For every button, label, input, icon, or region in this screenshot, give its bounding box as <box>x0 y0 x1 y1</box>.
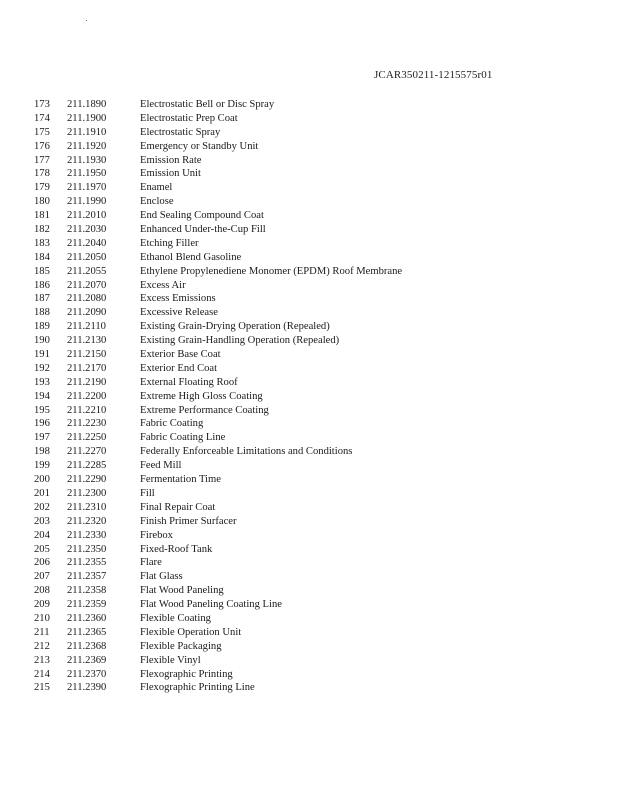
entry-term: Fabric Coating Line <box>140 432 226 444</box>
entry-section: 211.1920 <box>67 140 107 152</box>
entry-term: Etching Filler <box>140 237 199 249</box>
entry-section: 211.2270 <box>67 446 107 458</box>
entry-section: 211.2080 <box>67 293 107 305</box>
entry-number: 207 <box>34 571 50 583</box>
entry-term: Flexographic Printing <box>140 668 233 680</box>
entry-section: 211.2369 <box>67 654 107 666</box>
entry-section: 211.2357 <box>67 571 107 583</box>
entry-number: 180 <box>34 196 50 208</box>
entry-number: 179 <box>34 182 50 194</box>
entry-number: 183 <box>34 237 50 249</box>
entry-section: 211.1930 <box>67 154 107 166</box>
entry-number: 195 <box>34 404 50 416</box>
entry-section: 211.1890 <box>67 99 107 110</box>
entry-number: 199 <box>34 460 50 472</box>
entry-section: 211.2360 <box>67 612 107 624</box>
entry-term: Final Repair Coat <box>140 501 216 513</box>
entry-term: Fixed-Roof Tank <box>140 543 213 555</box>
entry-section: 211.2285 <box>67 460 107 472</box>
entry-section: 211.2130 <box>67 335 107 347</box>
entry-term: Emission Unit <box>140 168 201 180</box>
entry-term: Flat Wood Paneling <box>140 585 224 597</box>
entry-term: Exterior Base Coat <box>140 349 221 361</box>
entry-term: Electrostatic Bell or Disc Spray <box>140 99 275 110</box>
entry-number: 213 <box>34 654 50 666</box>
entry-number: 209 <box>34 599 50 611</box>
entry-number: 215 <box>34 682 50 694</box>
entry-number: 192 <box>34 362 50 374</box>
entry-number: 184 <box>34 251 50 263</box>
entry-number: 181 <box>34 210 50 222</box>
entry-term: Existing Grain-Handling Operation (Repealed) <box>140 335 340 347</box>
entry-term: Existing Grain-Drying Operation (Repealed) <box>140 321 330 333</box>
entry-term: Electrostatic Prep Coat <box>140 112 238 124</box>
entry-term: Fabric Coating <box>140 418 204 430</box>
entry-term: Flexible Vinyl <box>140 654 201 666</box>
entry-number: 189 <box>34 321 50 333</box>
entry-section: 211.2190 <box>67 376 107 388</box>
entry-section: 211.1900 <box>67 112 107 124</box>
entry-section: 211.1990 <box>67 196 107 208</box>
entry-number: 198 <box>34 446 50 458</box>
entry-term: Flare <box>140 557 162 569</box>
entry-term: Excessive Release <box>140 307 218 319</box>
entry-section: 211.2050 <box>67 251 107 263</box>
entry-section: 211.2090 <box>67 307 107 319</box>
entry-section: 211.2390 <box>67 682 107 694</box>
entry-number: 197 <box>34 432 50 444</box>
entry-number: 208 <box>34 585 50 597</box>
entry-term: Flat Glass <box>140 571 183 583</box>
entry-section: 211.2355 <box>67 557 107 569</box>
entry-section: 211.2110 <box>67 321 106 333</box>
entry-number: 210 <box>34 612 50 624</box>
entry-number: 173 <box>34 99 50 110</box>
entry-term: Enhanced Under-the-Cup Fill <box>140 224 266 236</box>
entry-term: Fermentation Time <box>140 474 221 486</box>
entry-section: 211.2030 <box>67 224 107 236</box>
entry-number: 205 <box>34 543 50 555</box>
entry-number: 174 <box>34 112 50 124</box>
entry-term: Excess Emissions <box>140 293 216 305</box>
entry-section: 211.2300 <box>67 487 107 499</box>
entry-term: Firebox <box>140 529 173 541</box>
entry-number: 211 <box>34 626 50 638</box>
entry-term: Feed Mill <box>140 460 182 472</box>
entry-number: 206 <box>34 557 50 569</box>
entry-number: 176 <box>34 140 50 152</box>
entry-number: 204 <box>34 529 50 541</box>
entry-section: 211.2210 <box>67 404 107 416</box>
entry-section: 211.2365 <box>67 626 107 638</box>
entry-section: 211.2170 <box>67 362 107 374</box>
entry-term: Fill <box>140 487 155 499</box>
entry-number: 187 <box>34 293 50 305</box>
entry-section: 211.2359 <box>67 599 107 611</box>
stray-mark <box>86 20 87 21</box>
entry-number: 196 <box>34 418 50 430</box>
entry-term: Flexible Operation Unit <box>140 626 242 638</box>
entry-section: 211.2040 <box>67 237 107 249</box>
entry-term: Finish Primer Surfacer <box>140 515 237 527</box>
entry-section: 211.2055 <box>67 265 107 277</box>
entry-number: 194 <box>34 390 50 402</box>
entry-section: 211.1910 <box>67 126 107 138</box>
entry-term: Electrostatic Spray <box>140 126 221 138</box>
entry-section: 211.2350 <box>67 543 107 555</box>
entry-term: Enclose <box>140 196 174 208</box>
entry-term: Flexographic Printing Line <box>140 682 255 694</box>
entry-term: Emission Rate <box>140 154 202 166</box>
entry-section: 211.2320 <box>67 515 107 527</box>
entry-section: 211.2200 <box>67 390 107 402</box>
entry-section: 211.2230 <box>67 418 107 430</box>
entry-term: End Sealing Compound Coat <box>140 210 264 222</box>
entry-number: 191 <box>34 349 50 361</box>
entry-section: 211.2310 <box>67 501 107 513</box>
entry-number: 177 <box>34 154 50 166</box>
entry-term: Emergency or Standby Unit <box>140 140 259 152</box>
entry-term: Ethanol Blend Gasoline <box>140 251 242 263</box>
entry-section: 211.2250 <box>67 432 107 444</box>
entry-term: External Floating Roof <box>140 376 238 388</box>
entry-term: Ethylene Propylenediene Monomer (EPDM) Roof Membrane <box>140 265 403 277</box>
document-id: JCAR350211-1215575r01 <box>374 69 493 81</box>
entry-number: 185 <box>34 265 50 277</box>
entry-number: 200 <box>34 474 50 486</box>
entry-number: 203 <box>34 515 50 527</box>
entry-term: Extreme High Gloss Coating <box>140 390 263 402</box>
entry-section: 211.2290 <box>67 474 107 486</box>
entry-term: Flat Wood Paneling Coating Line <box>140 599 282 611</box>
entry-term: Extreme Performance Coating <box>140 404 269 416</box>
entry-number: 202 <box>34 501 50 513</box>
entry-number: 201 <box>34 487 50 499</box>
entry-section: 211.2370 <box>67 668 107 680</box>
entry-section: 211.1970 <box>67 182 107 194</box>
entry-number: 214 <box>34 668 50 680</box>
entry-number: 193 <box>34 376 50 388</box>
entry-term: Flexible Packaging <box>140 640 222 652</box>
entry-term: Exterior End Coat <box>140 362 218 374</box>
entry-number: 182 <box>34 224 50 236</box>
entry-section: 211.2070 <box>67 279 107 291</box>
entry-section: 211.2010 <box>67 210 107 222</box>
entry-number: 188 <box>34 307 50 319</box>
entry-term: Flexible Coating <box>140 612 211 624</box>
entry-section: 211.2368 <box>67 640 107 652</box>
entry-section: 211.2358 <box>67 585 107 597</box>
entry-term: Excess Air <box>140 279 186 291</box>
entry-number: 186 <box>34 279 50 291</box>
entry-term: Enamel <box>140 182 173 194</box>
entry-number: 212 <box>34 640 50 652</box>
entry-number: 190 <box>34 335 50 347</box>
entry-section: 211.2330 <box>67 529 107 541</box>
entry-number: 178 <box>34 168 50 180</box>
entry-section: 211.2150 <box>67 349 107 361</box>
entry-number: 175 <box>34 126 50 138</box>
entry-term: Federally Enforceable Limitations and Conditions <box>140 446 353 458</box>
entry-section: 211.1950 <box>67 168 107 180</box>
